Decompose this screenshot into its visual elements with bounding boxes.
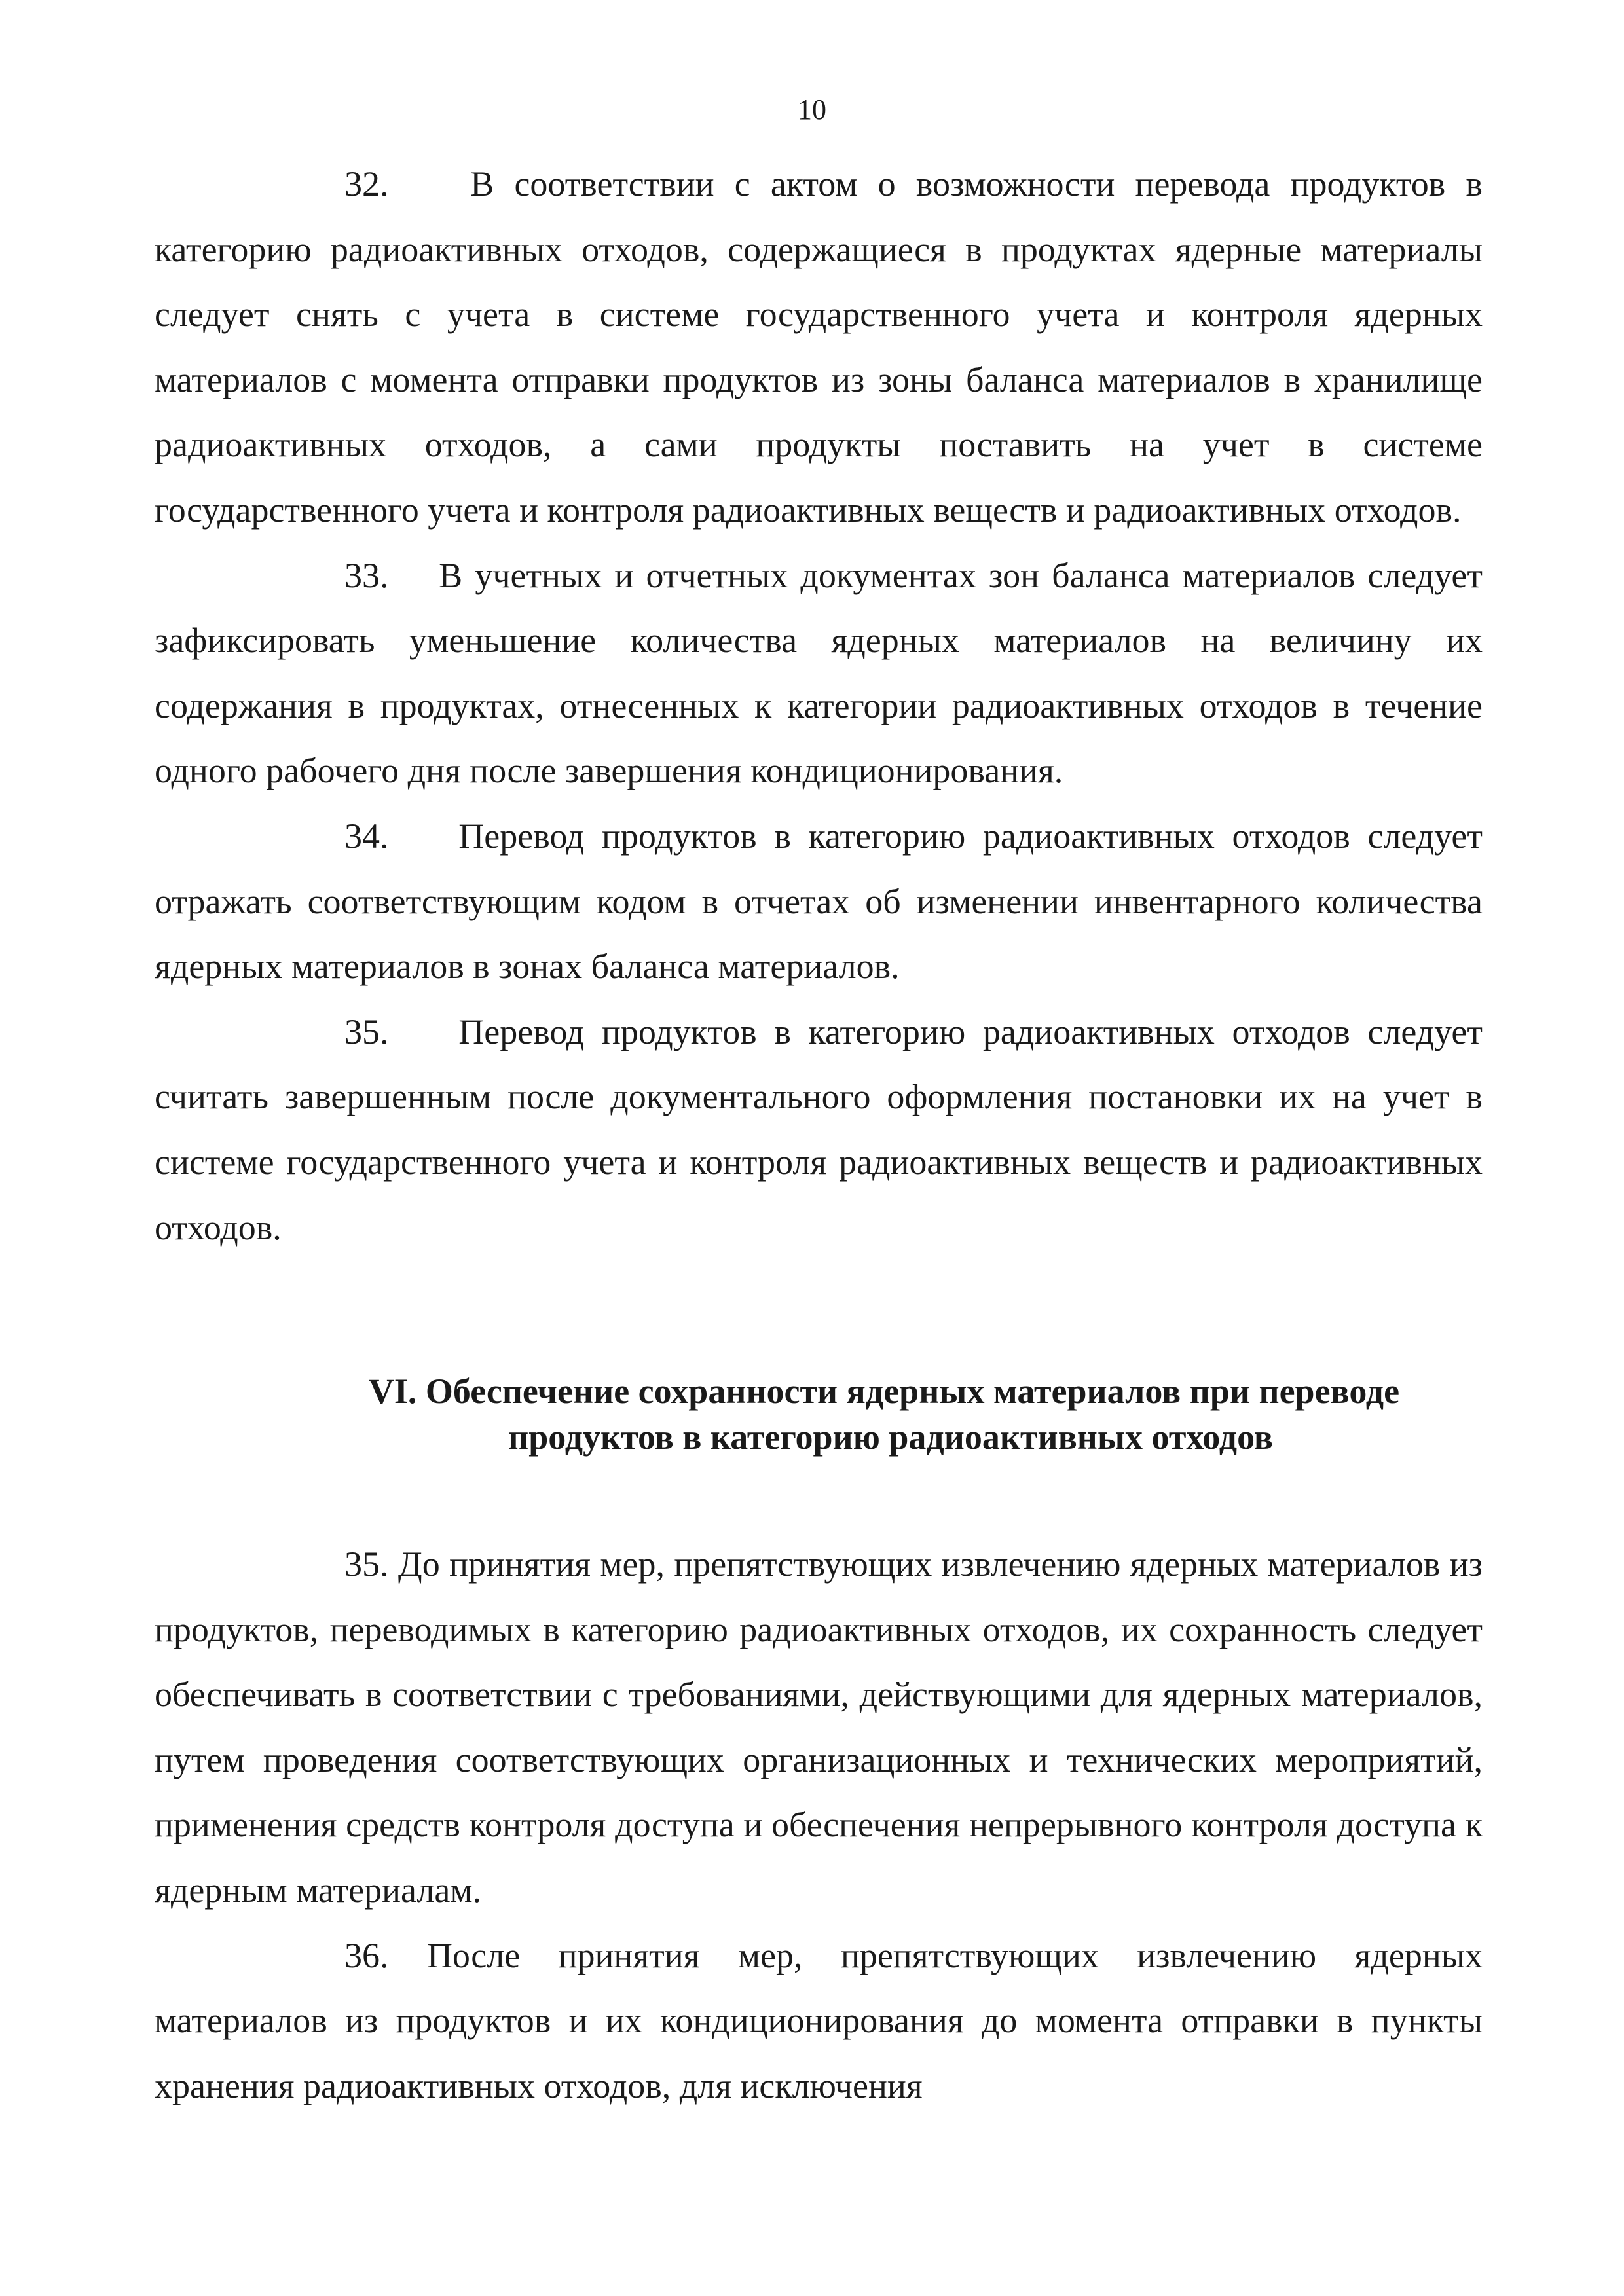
page-number: 10 (798, 94, 826, 126)
paragraph-35 (155, 1000, 1483, 1260)
paragraph-35-second (155, 1532, 1483, 1923)
paragraph-number: 35. (344, 1544, 389, 1584)
paragraph-text: В учетных и отчетных документах зон баланса материалов следует зафиксировать уменьшение количества ядерных материалов на величину их содержания в продуктах, отнесенных к категории радиоактивных отходов в течение одного рабочего дня после завершения кондиционирования. (155, 555, 1483, 791)
section-heading-line-2: продуктов в категорию радиоактивных отходов (508, 1417, 1273, 1457)
paragraph-34 (155, 804, 1483, 1000)
paragraph-number: 36. (344, 1935, 389, 1975)
paragraph-text: Перевод продуктов в категорию радиоактивных отходов следует отражать соответствующим кодом в отчетах об изменении инвентарного количества ядерных материалов в зонах баланса материалов. (155, 816, 1483, 987)
paragraph-number: 32. (344, 164, 389, 204)
paragraph-number: 35. (344, 1011, 389, 1051)
paragraph-number: 33. (344, 555, 389, 595)
paragraph-33 (155, 543, 1483, 804)
body-text-before-heading (155, 152, 1483, 1260)
paragraph-36 (155, 1923, 1483, 2119)
body-text-after-heading (155, 1532, 1483, 2119)
paragraph-text: После принятия мер, препятствующих извлечению ядерных материалов из продуктов и их кондиционирования до момента отправки в пункты хранения радиоактивных отходов, для исключения (155, 1935, 1483, 2105)
paragraph-number: 34. (344, 816, 389, 856)
section-heading-line-1: VI. Обеспечение сохранности ядерных материалов при переводе (368, 1372, 1400, 1411)
paragraph-text: В соответствии с актом о возможности перевода продуктов в категорию радиоактивных отходов, содержащиеся в продуктах ядерные материалы следует снять с учета в системе государственного учета и контроля ядерных материалов с момента отправки продуктов из зоны баланса материалов в хранилище радиоактивных отходов, а сами продукты поставить на учет в системе государственного учета и контроля радиоактивных веществ и радиоактивных отходов. (155, 164, 1483, 530)
paragraph-text: Перевод продуктов в категорию радиоактивных отходов следует считать завершенным после документального оформления постановки их на учет в системе государственного учета и контроля радиоактивных веществ и радиоактивных отходов. (155, 1011, 1483, 1247)
paragraph-text: До принятия мер, препятствующих извлечению ядерных материалов из продуктов, переводимых в категорию радиоактивных отходов, их сохранность следует обеспечивать в соответствии с требованиями, действующими для ядерных материалов, путем проведения соответствующих организационных и технических мероприятий, применения средств контроля доступа и обеспечения непрерывного контроля доступа к ядерным материалам. (155, 1544, 1483, 1910)
paragraph-32 (155, 152, 1483, 543)
section-heading (155, 1368, 1483, 1460)
